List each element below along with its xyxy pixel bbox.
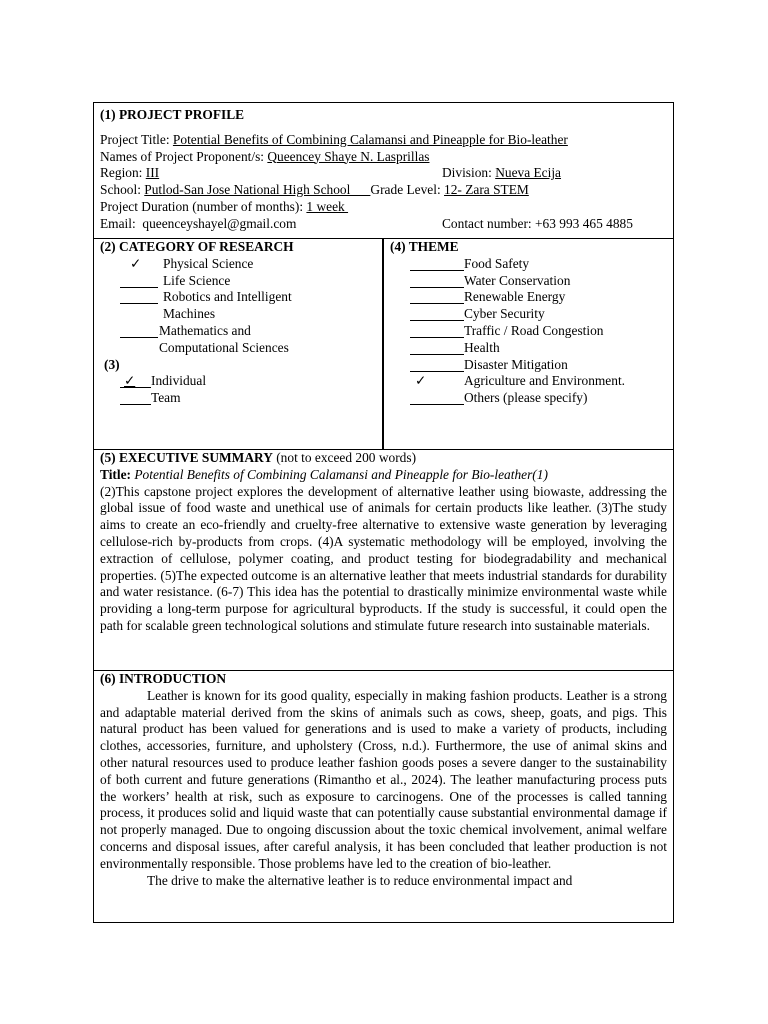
blank-line [410, 343, 464, 355]
check-icon: ✓ [124, 373, 136, 389]
blank-line [410, 360, 464, 372]
category-item-cont: Machines [163, 306, 216, 322]
blank-line [120, 393, 151, 405]
theme-item: Health [390, 340, 673, 357]
blank-line [120, 376, 151, 388]
division-value: Nueva Ecija [495, 165, 562, 181]
blank-line [120, 292, 158, 304]
theme-heading: (4) THEME [390, 239, 459, 254]
duration-row: Project Duration (number of months): 1 week [100, 198, 349, 214]
category-item: Robotics and Intelligent [100, 289, 382, 306]
summary-heading: (5) EXECUTIVE SUMMARY (not to exceed 200 words) [100, 450, 417, 465]
blank-line [410, 276, 464, 288]
school-value: Putlod-San Jose National High School [144, 182, 371, 198]
region-value: III [145, 165, 160, 181]
summary-title: Title: Potential Benefits of Combining Calamansi and Pineapple for Bio-leather(1) [100, 466, 548, 482]
email-value: queenceyshayel@gmail.com [142, 215, 297, 231]
duration-value: 1 week [306, 198, 349, 214]
check-icon: ✓ [415, 373, 427, 389]
school-row: School: Putlod-San Jose National High School Grade Level: 12- Zara STEM [100, 182, 529, 198]
theme-item: Renewable Energy [390, 289, 673, 306]
introduction-section [93, 670, 674, 923]
blank-line [410, 259, 464, 271]
category-item: Mathematics and [100, 323, 382, 340]
blank-line [410, 393, 464, 405]
theme-item: Others (please specify) [390, 390, 673, 407]
contact-number: Contact number: +63 993 465 4885 [442, 215, 633, 231]
intro-heading: (6) INTRODUCTION [100, 671, 227, 686]
executive-summary-section [93, 449, 674, 670]
intro-paragraph: The drive to make the alternative leather is to reduce environmental impact and [147, 872, 573, 888]
blank-line [410, 309, 464, 321]
theme-item: Cyber Security [390, 306, 673, 323]
email-row: Email: queenceyshayel@gmail.com Contact number: +63 993 465 4885 [100, 215, 633, 231]
summary-body: (2)This capstone project explores the development of alternative leather using biowaste, addressing the global issue of food waste and unethical use of animals for certain products like leather. (3)The study aims to create an eco-friendly and cruelty-free alternative to extensive waste generation by leveraging cellulose-rich by-products from crops. (4)A systematic methodology will be employed, involving the extraction of cellulose, polymer coating, and product testing for biodegradability and mechanical properties. (5)The expected outcome is an alternative leather that meets industrial standards for durability and water resistance. (6-7) This idea has the potential to drastically minimize environmental waste while providing a long-term purpose for agricultural byproducts. If the study is successful, it could open the path for scalable green technological solutions and stimulate future research into sustainable materials. [100, 483, 667, 633]
proponents-row: Names of Project Proponent/s: Queencey Shaye N. Lasprillas [100, 148, 430, 164]
individual-option: ✓ Individual [100, 373, 382, 390]
proposal-form [93, 102, 674, 923]
team-heading: (3) [104, 356, 120, 372]
grade-level-value: 12- Zara STEM [444, 182, 529, 198]
category-item: Life Science [100, 273, 382, 290]
project-profile-section [93, 102, 674, 238]
project-title-value: Potential Benefits of Combining Calamansi and Pineapple for Bio-leather [172, 131, 568, 147]
category-item: ✓ Physical Science [130, 255, 254, 271]
profile-heading: (1) PROJECT PROFILE [100, 107, 245, 122]
theme-item: ✓ Agriculture and Environment. [415, 373, 626, 389]
category-heading: (2) CATEGORY OF RESEARCH [100, 239, 294, 254]
blank-line [410, 292, 464, 304]
project-title-row: Project Title: Potential Benefits of Combining Calamansi and Pineapple for Bio-leather [100, 131, 568, 147]
region-row: Region: III Division: Nueva Ecija [100, 165, 562, 181]
blank-line [410, 326, 464, 338]
category-column [94, 239, 384, 449]
blank-line [120, 276, 158, 288]
theme-item: Food Safety [390, 256, 673, 273]
category-item-cont: Computational Sciences [159, 339, 289, 355]
intro-paragraph: Leather is known for its good quality, especially in making fashion products. Leather is a strong and adaptable material derived from the skins of animals such as cows, sheep, goats, and pigs. This natural product has been valued for generations and is used to make a variety of products, including clothes, accessories, furniture, and upholstery (Cross, n.d.). Furthermore, the use of animal skins and other natural resources used to produce leather fashion goods poses a severe danger to the sustainability of both current and future generations (Rimantho et al., 2024). The leather manufacturing process puts the workers’ health at risk, such as exposure to carcinogens. One of the processes is called tanning process, it produces solid and liquid waste that can potentially cause substantial environmental damage if not properly managed. Due to ongoing discussion about the toxic chemical involvement, animal welfare concerns and disposal issues, after careful analysis, it has been concluded that leather production is not environmentally responsible. Those problems have led to the creation of bio-leather. [100, 687, 667, 871]
theme-item: Water Conservation [390, 273, 673, 290]
category-theme-section [93, 238, 674, 449]
blank-line [120, 326, 158, 338]
proponents-value: Queencey Shaye N. Lasprillas [267, 148, 430, 164]
division-field: Division: Nueva Ecija [442, 165, 562, 181]
theme-item: Traffic / Road Congestion [390, 323, 673, 340]
theme-column [384, 239, 673, 449]
check-icon: ✓ [130, 255, 142, 271]
team-option: Team [100, 390, 382, 407]
theme-item: Disaster Mitigation [390, 357, 673, 374]
